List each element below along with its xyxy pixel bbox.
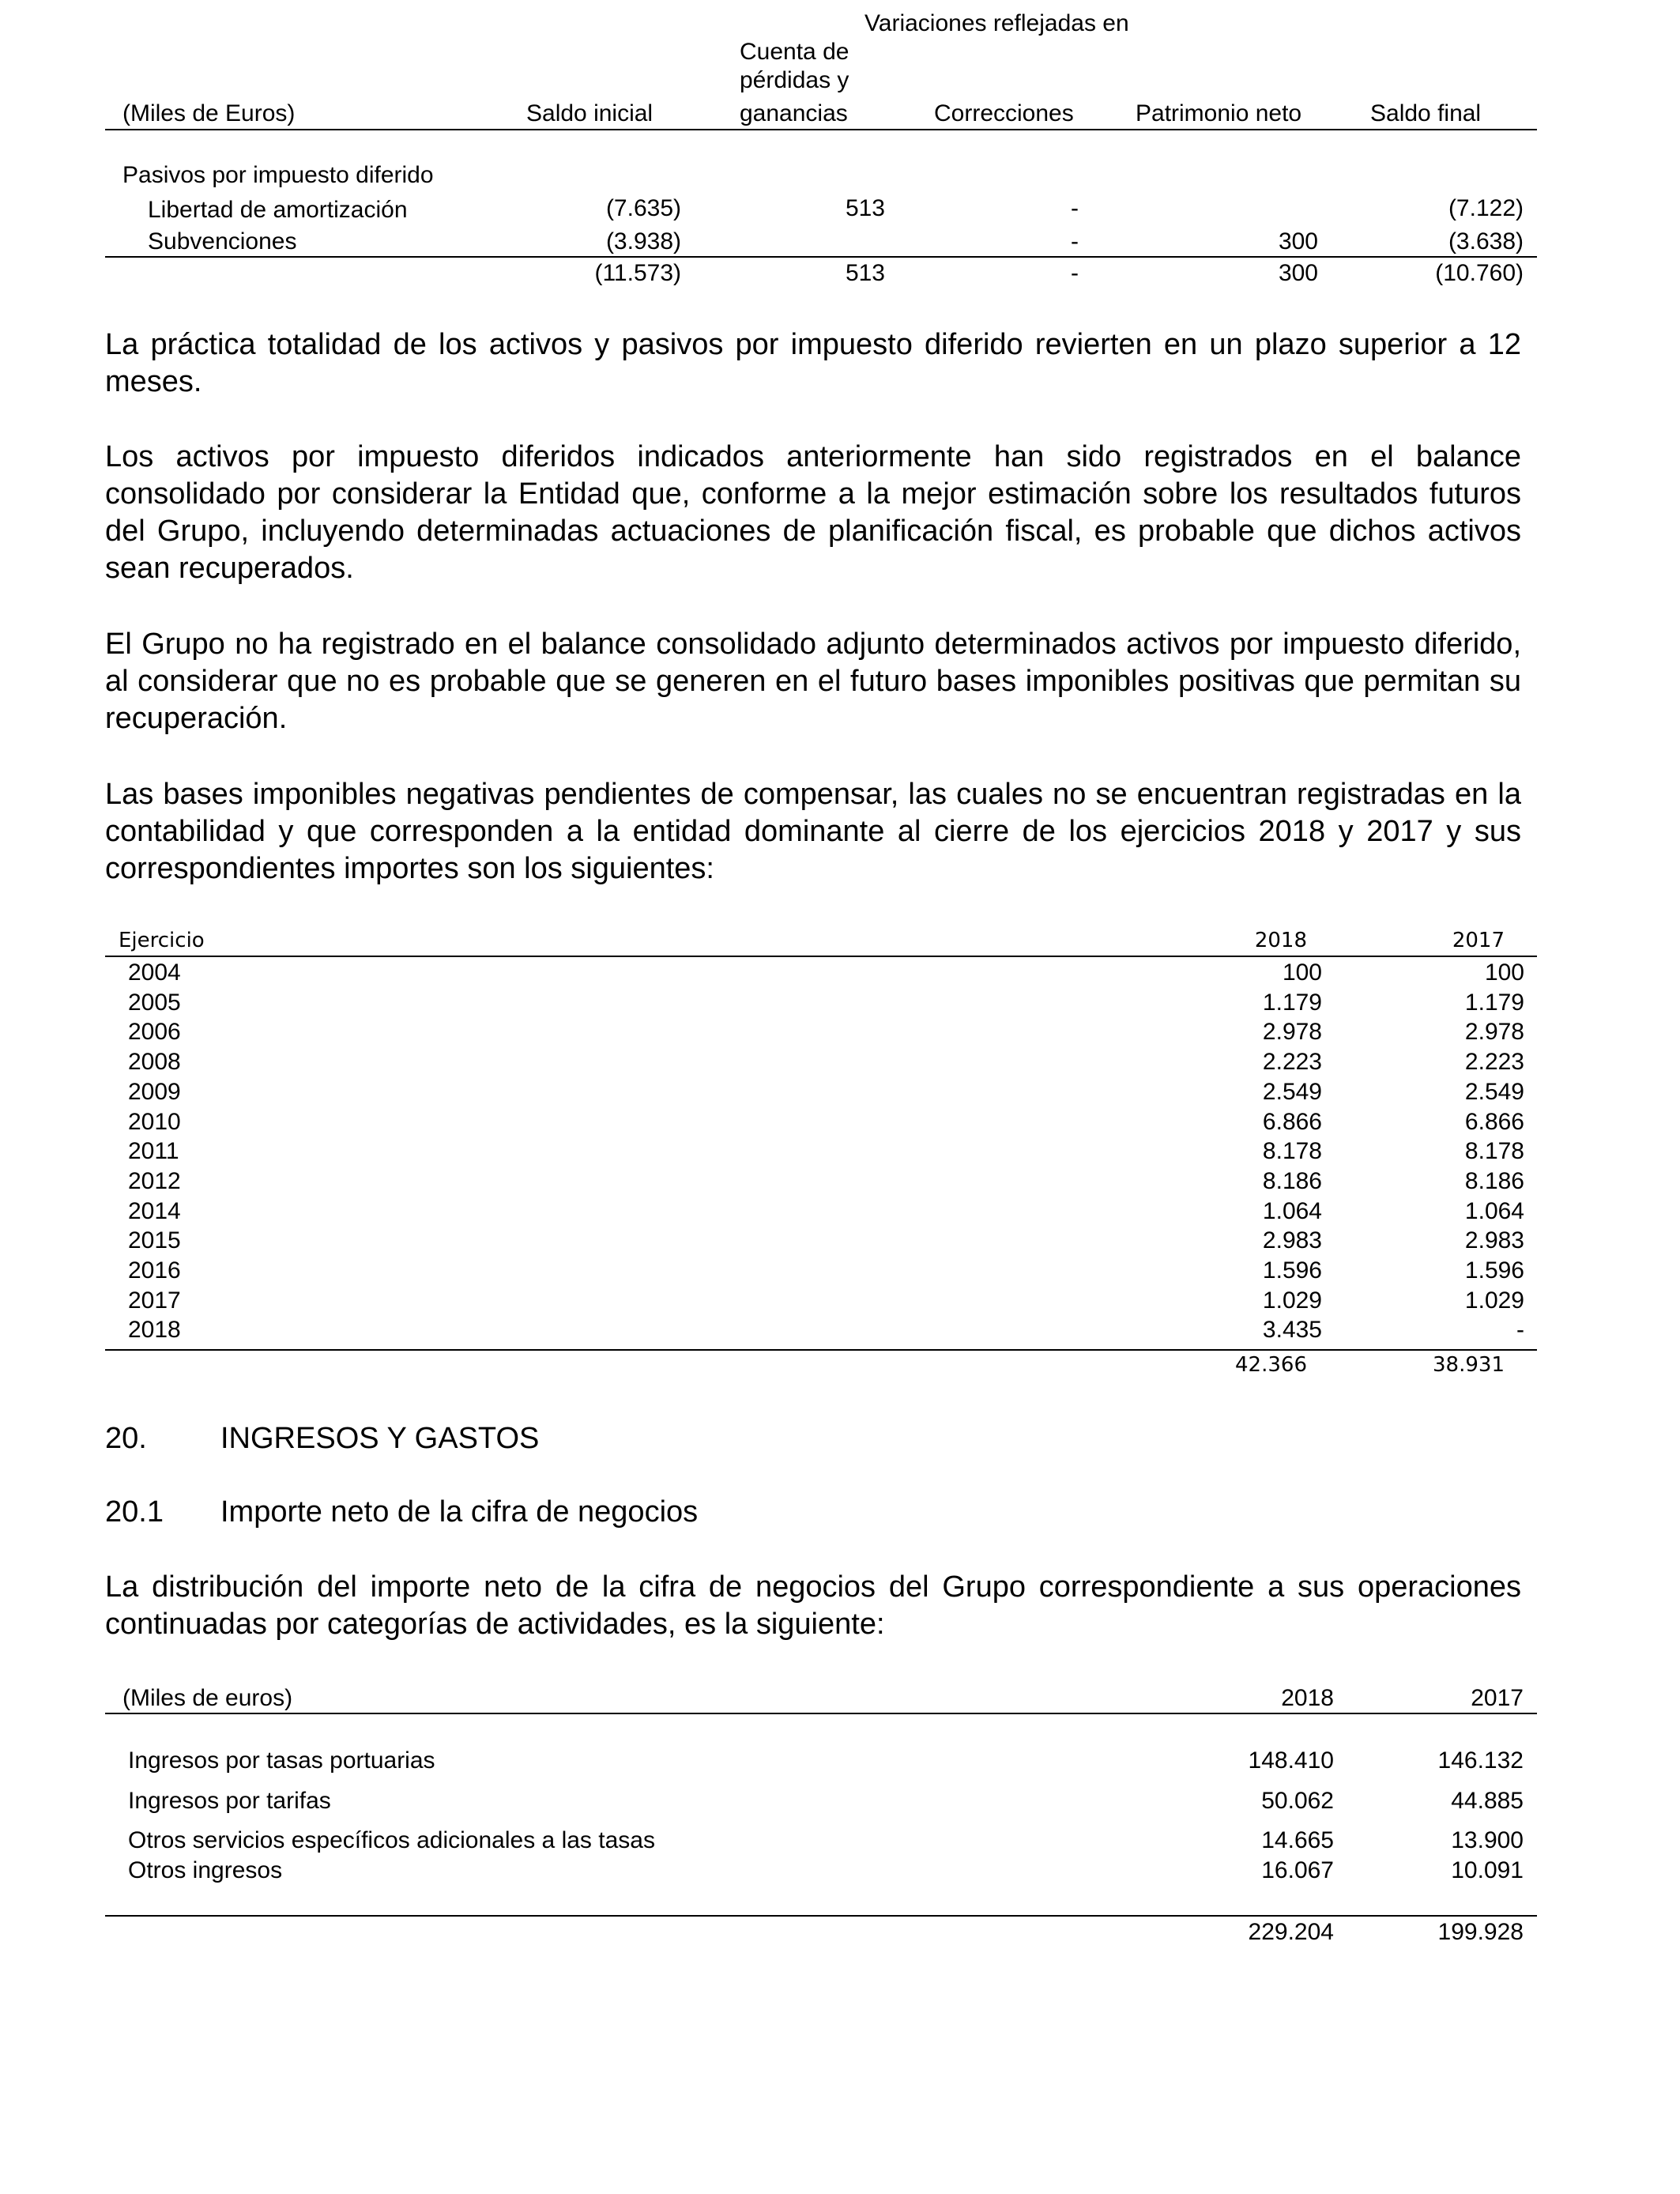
row-correcciones: - <box>1071 228 1079 254</box>
row-label: Libertad de amortización <box>148 197 408 223</box>
row-2017: 1.179 <box>1464 990 1524 1016</box>
row-final: (7.122) <box>1448 195 1524 221</box>
row-2018: 8.178 <box>1262 1138 1322 1164</box>
col-cuenta-line2: pérdidas y <box>740 67 849 93</box>
row-year: 2012 <box>128 1168 181 1194</box>
row-label: Subvenciones <box>148 228 297 254</box>
row-2018: 3.435 <box>1262 1317 1322 1343</box>
row-correcciones: - <box>1071 195 1079 221</box>
col-miles-euros: (Miles de euros) <box>122 1685 293 1711</box>
col-2017: 2017 <box>1471 1685 1524 1711</box>
row-label: Otros servicios específicos adicionales a las tasas <box>128 1827 655 1853</box>
row-2017: 8.186 <box>1464 1168 1524 1194</box>
paragraph-reversion: La práctica totalidad de los activos y pasivos por impuesto diferido revierten en un plazo superior a 12 meses. <box>105 328 1521 398</box>
row-2017: 1.029 <box>1464 1287 1524 1314</box>
col-saldo-final: Saldo final <box>1370 100 1482 126</box>
row-2017: 2.978 <box>1464 1019 1524 1045</box>
row-final: (3.638) <box>1448 228 1524 254</box>
row-label: Ingresos por tasas portuarias <box>128 1747 435 1774</box>
col-2017: 2017 <box>1452 929 1505 952</box>
row-inicial: (3.938) <box>605 228 681 254</box>
row-2017: 100 <box>1484 959 1524 986</box>
row-year: 2017 <box>128 1287 181 1314</box>
row-2017: 8.178 <box>1464 1138 1524 1164</box>
header-rule <box>105 956 1537 957</box>
total-2017: 199.928 <box>1437 1919 1524 1945</box>
row-year: 2016 <box>128 1257 181 1284</box>
row-2017: 2.549 <box>1464 1079 1524 1105</box>
row-2018: 1.596 <box>1262 1257 1322 1284</box>
section-20-title: INGRESOS Y GASTOS <box>220 1422 540 1455</box>
row-2017: 2.983 <box>1464 1227 1524 1253</box>
row-2018: 1.179 <box>1262 990 1322 1016</box>
paragraph-bases-imponibles: Las bases imponibles negativas pendientes de compensar, las cuales no se encuentran registradas en la contabilidad y que corresponden a la entidad dominante al cierre de los ejercicios 2018 y 2017 y sus correspondientes importes son los siguientes: <box>105 778 1521 885</box>
row-year: 2009 <box>128 1079 181 1105</box>
paragraph-activos-no-registrados: El Grupo no ha registrado en el balance consolidado adjunto determinados activos por impuesto diferido, al considerar que no es probable que se generen en el futuro bases imponibles positivas que permitan su recuperación. <box>105 628 1521 735</box>
row-2017: 13.900 <box>1451 1827 1524 1853</box>
row-label: Ingresos por tarifas <box>128 1788 331 1814</box>
row-year: 2015 <box>128 1227 181 1253</box>
section-20-number: 20. <box>105 1422 147 1455</box>
row-2018: 50.062 <box>1261 1788 1334 1814</box>
col-ejercicio: Ejercicio <box>119 929 205 952</box>
row-year: 2006 <box>128 1019 181 1045</box>
col-2018: 2018 <box>1281 1685 1334 1711</box>
row-2018: 2.978 <box>1262 1019 1322 1045</box>
paragraph-activos-registrados: Los activos por impuesto diferidos indicados anteriormente han sido registrados en el balance consolidado por considerar la Entidad que, conforme a la mejor estimación sobre los resultados futuros del Grupo, incluyendo determinadas actuaciones de planificación fiscal, es probable que dichos activos sean recuperados. <box>105 440 1521 585</box>
total-2017: 38.931 <box>1433 1353 1505 1377</box>
row-patrimonio: 300 <box>1278 228 1318 254</box>
col-saldo-inicial: Saldo inicial <box>526 100 654 126</box>
section-20-1-number: 20.1 <box>105 1495 164 1529</box>
group-header: Variaciones reflejadas en <box>864 10 1129 36</box>
col-patrimonio-neto: Patrimonio neto <box>1136 100 1302 126</box>
row-2018: 16.067 <box>1261 1857 1334 1883</box>
row-2018: 2.549 <box>1262 1079 1322 1105</box>
row-2018: 6.866 <box>1262 1109 1322 1135</box>
total-rule <box>105 1915 1537 1917</box>
row-cuenta: 513 <box>845 195 885 221</box>
row-2018: 8.186 <box>1262 1168 1322 1194</box>
row-2017: 1.064 <box>1464 1198 1524 1224</box>
row-2017: 146.132 <box>1437 1747 1524 1774</box>
total-rule <box>105 1349 1537 1351</box>
row-year: 2010 <box>128 1109 181 1135</box>
section-label: Pasivos por impuesto diferido <box>122 162 434 188</box>
section-20-1-title: Importe neto de la cifra de negocios <box>220 1495 699 1529</box>
row-2018: 1.029 <box>1262 1287 1322 1314</box>
total-final: (10.760) <box>1435 260 1524 286</box>
total-inicial: (11.573) <box>594 260 681 286</box>
row-year: 2004 <box>128 959 181 986</box>
total-correcciones: - <box>1071 260 1079 286</box>
row-inicial: (7.635) <box>605 195 681 221</box>
row-2018: 14.665 <box>1261 1827 1334 1853</box>
row-year: 2011 <box>128 1138 179 1164</box>
row-label: Otros ingresos <box>128 1857 283 1883</box>
total-patrimonio: 300 <box>1278 260 1318 286</box>
row-2017: 1.596 <box>1464 1257 1524 1284</box>
row-2017: 44.885 <box>1451 1788 1524 1814</box>
total-2018: 42.366 <box>1235 1353 1307 1377</box>
col-correcciones: Correcciones <box>934 100 1074 126</box>
header-rule <box>105 1713 1537 1714</box>
row-year: 2014 <box>128 1198 181 1224</box>
total-2018: 229.204 <box>1248 1919 1334 1945</box>
col-cuenta-line1: Cuenta de <box>740 39 849 65</box>
row-2018: 148.410 <box>1248 1747 1334 1774</box>
row-year: 2018 <box>128 1317 181 1343</box>
col-cuenta-line3: ganancias <box>740 100 848 126</box>
row-2017: 10.091 <box>1451 1857 1524 1883</box>
col-2018: 2018 <box>1254 929 1307 952</box>
row-2017: 2.223 <box>1464 1049 1524 1075</box>
total-cuenta: 513 <box>845 260 885 286</box>
row-year: 2008 <box>128 1049 181 1075</box>
col-miles-euros: (Miles de Euros) <box>122 100 296 126</box>
subtotal-rule <box>105 256 1537 258</box>
row-2017: - <box>1516 1317 1524 1343</box>
row-year: 2005 <box>128 990 181 1016</box>
row-2017: 6.866 <box>1464 1109 1524 1135</box>
row-2018: 2.983 <box>1262 1227 1322 1253</box>
row-2018: 100 <box>1282 959 1322 986</box>
row-2018: 2.223 <box>1262 1049 1322 1075</box>
row-2018: 1.064 <box>1262 1198 1322 1224</box>
header-rule <box>105 129 1537 130</box>
paragraph-distribucion: La distribución del importe neto de la cifra de negocios del Grupo correspondiente a sus operaciones continuadas por categorías de actividades, es la siguiente: <box>105 1570 1521 1641</box>
